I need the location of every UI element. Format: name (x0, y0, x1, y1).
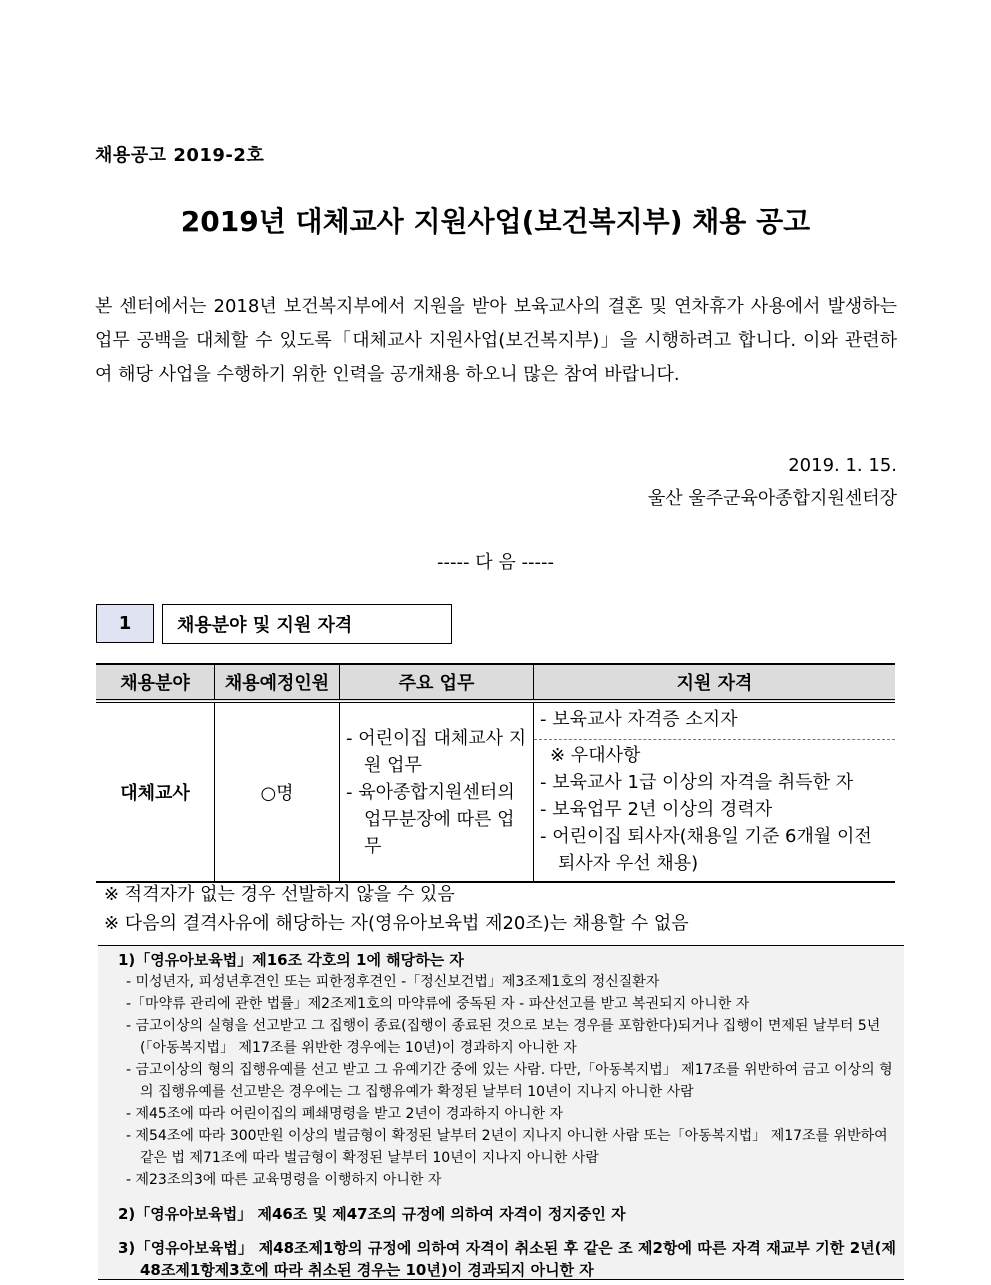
intro-paragraph: 본 센터에서는 2018년 보건복지부에서 지원을 받아 보육교사의 결혼 및 연차휴가 사용에서 발생하는 업무 공백을 대체할 수 있도록「대체교사 지원사업(보건복지부)」을 시행하려고 합니다. 이와 관련하여 해당 사업을 수행하기 위한 인력을 공개채용 하오니 많은 참여 바랍니다. (95, 296, 897, 385)
col-header-qualifications: 지원 자격 (534, 664, 896, 701)
cell-count: ○명 (215, 701, 340, 882)
note-no-selection: ※ 적격자가 없는 경우 선발하지 않을 수 있음 (104, 884, 455, 905)
col-header-field: 채용분야 (96, 664, 215, 701)
disq-item: - 미성년자, 피성년후견인 또는 피한정후견인 -「정신보건법」제3조제1호의 정신질환자 (126, 974, 660, 990)
section-divider: ----- 다 음 ----- (437, 552, 554, 573)
disq-heading-1: 1)「영유아보육법」제16조 각호의 1에 해당하는 자 (118, 951, 464, 969)
page-title: 2019년 대체교사 지원사업(보건복지부) 채용 공고 (180, 205, 811, 238)
disq-item: - 금고이상의 형의 집행유예를 선고 받고 그 유예기간 중에 있는 사람. 다만,「아동복지법」 제17조를 위반하여 금고 이상의 형의 집행유예를 선고받은 경우에는 그 집행유예가 확정된 날부터 10년이 지나지 아니한 사람 (126, 1062, 893, 1100)
pref-item: - 보육업무 2년 이상의 경력자 (540, 799, 773, 820)
qual-required: - 보육교사 자격증 소지자 (534, 703, 895, 740)
disqualification-box (98, 945, 904, 1280)
table-row (96, 701, 895, 882)
disq-item: - 제23조의3에 따른 교육명령을 이행하지 아니한 자 (126, 1172, 442, 1188)
disq-item: - 제54조에 따라 300만원 이상의 벌금형이 확정된 날부터 2년이 지나지 아니한 사람 또는「아동복지법」 제17조를 위반하여 같은 법 제71조에 따라 벌금형이 확정된 날부터 10년이 지나지 아니한 사람 (126, 1128, 888, 1166)
disq-item: -「마약류 관리에 관한 법률」제2조제1호의 마약류에 중독된 자 - 파산선고를 받고 복권되지 아니한 자 (126, 996, 750, 1012)
table-header-row (96, 664, 895, 701)
pref-item: - 보육교사 1급 이상의 자격을 취득한 자 (540, 772, 854, 793)
pref-item: - 어린이집 퇴사자(채용일 기준 6개월 이전 퇴사자 우선 채용) (540, 826, 872, 874)
disq-heading-3: 3)「영유아보육법」 제48조제1항의 규정에 의하여 자격이 취소된 후 같은 조 제2항에 따른 자격 재교부 기한 2년(제48조제1항제3호에 따라 취소된 경우는 10년)이 경과되지 아니한 자 (118, 1239, 896, 1279)
note-disqualification: ※ 다음의 결격사유에 해당하는 자(영유아보육법 제20조)는 채용할 수 없음 (104, 913, 689, 934)
sender-name: 울산 울주군육아종합지원센터장 (647, 488, 897, 509)
col-header-duties: 주요 업무 (340, 664, 534, 701)
qual-preferences (534, 740, 895, 881)
disq-heading-2: 2)「영유아보육법」 제46조 및 제47조의 규정에 의하여 자격이 정지중인 자 (118, 1205, 626, 1223)
duty-item: - 어린이집 대체교사 지원 업무 (346, 727, 527, 776)
col-header-count: 채용예정인원 (215, 664, 340, 701)
section-title: 채용분야 및 지원 자격 (162, 604, 452, 644)
cell-qualifications (534, 701, 896, 882)
disq-item: - 제45조에 따라 어린이집의 폐쇄명령을 받고 2년이 경과하지 아니한 자 (126, 1106, 563, 1122)
notice-date: 2019. 1. 15. (788, 455, 897, 476)
duty-item: - 육아종합지원센터의 업무분장에 따른 업무 (346, 781, 515, 857)
recruitment-table (96, 663, 895, 883)
cell-duties (340, 701, 534, 882)
pref-title: ※ 우대사항 (550, 745, 641, 766)
notice-number: 채용공고 2019-2호 (95, 145, 265, 166)
disq-item: - 금고이상의 실형을 선고받고 그 집행이 종료(집행이 종료된 것으로 보는 경우를 포함한다)되거나 집행이 면제된 날부터 5년(「아동복지법」 제17조를 위반한 경우에는 10년)이 경과하지 아니한 자 (126, 1018, 881, 1056)
section-number: 1 (96, 604, 154, 643)
cell-field: 대체교사 (96, 701, 215, 882)
